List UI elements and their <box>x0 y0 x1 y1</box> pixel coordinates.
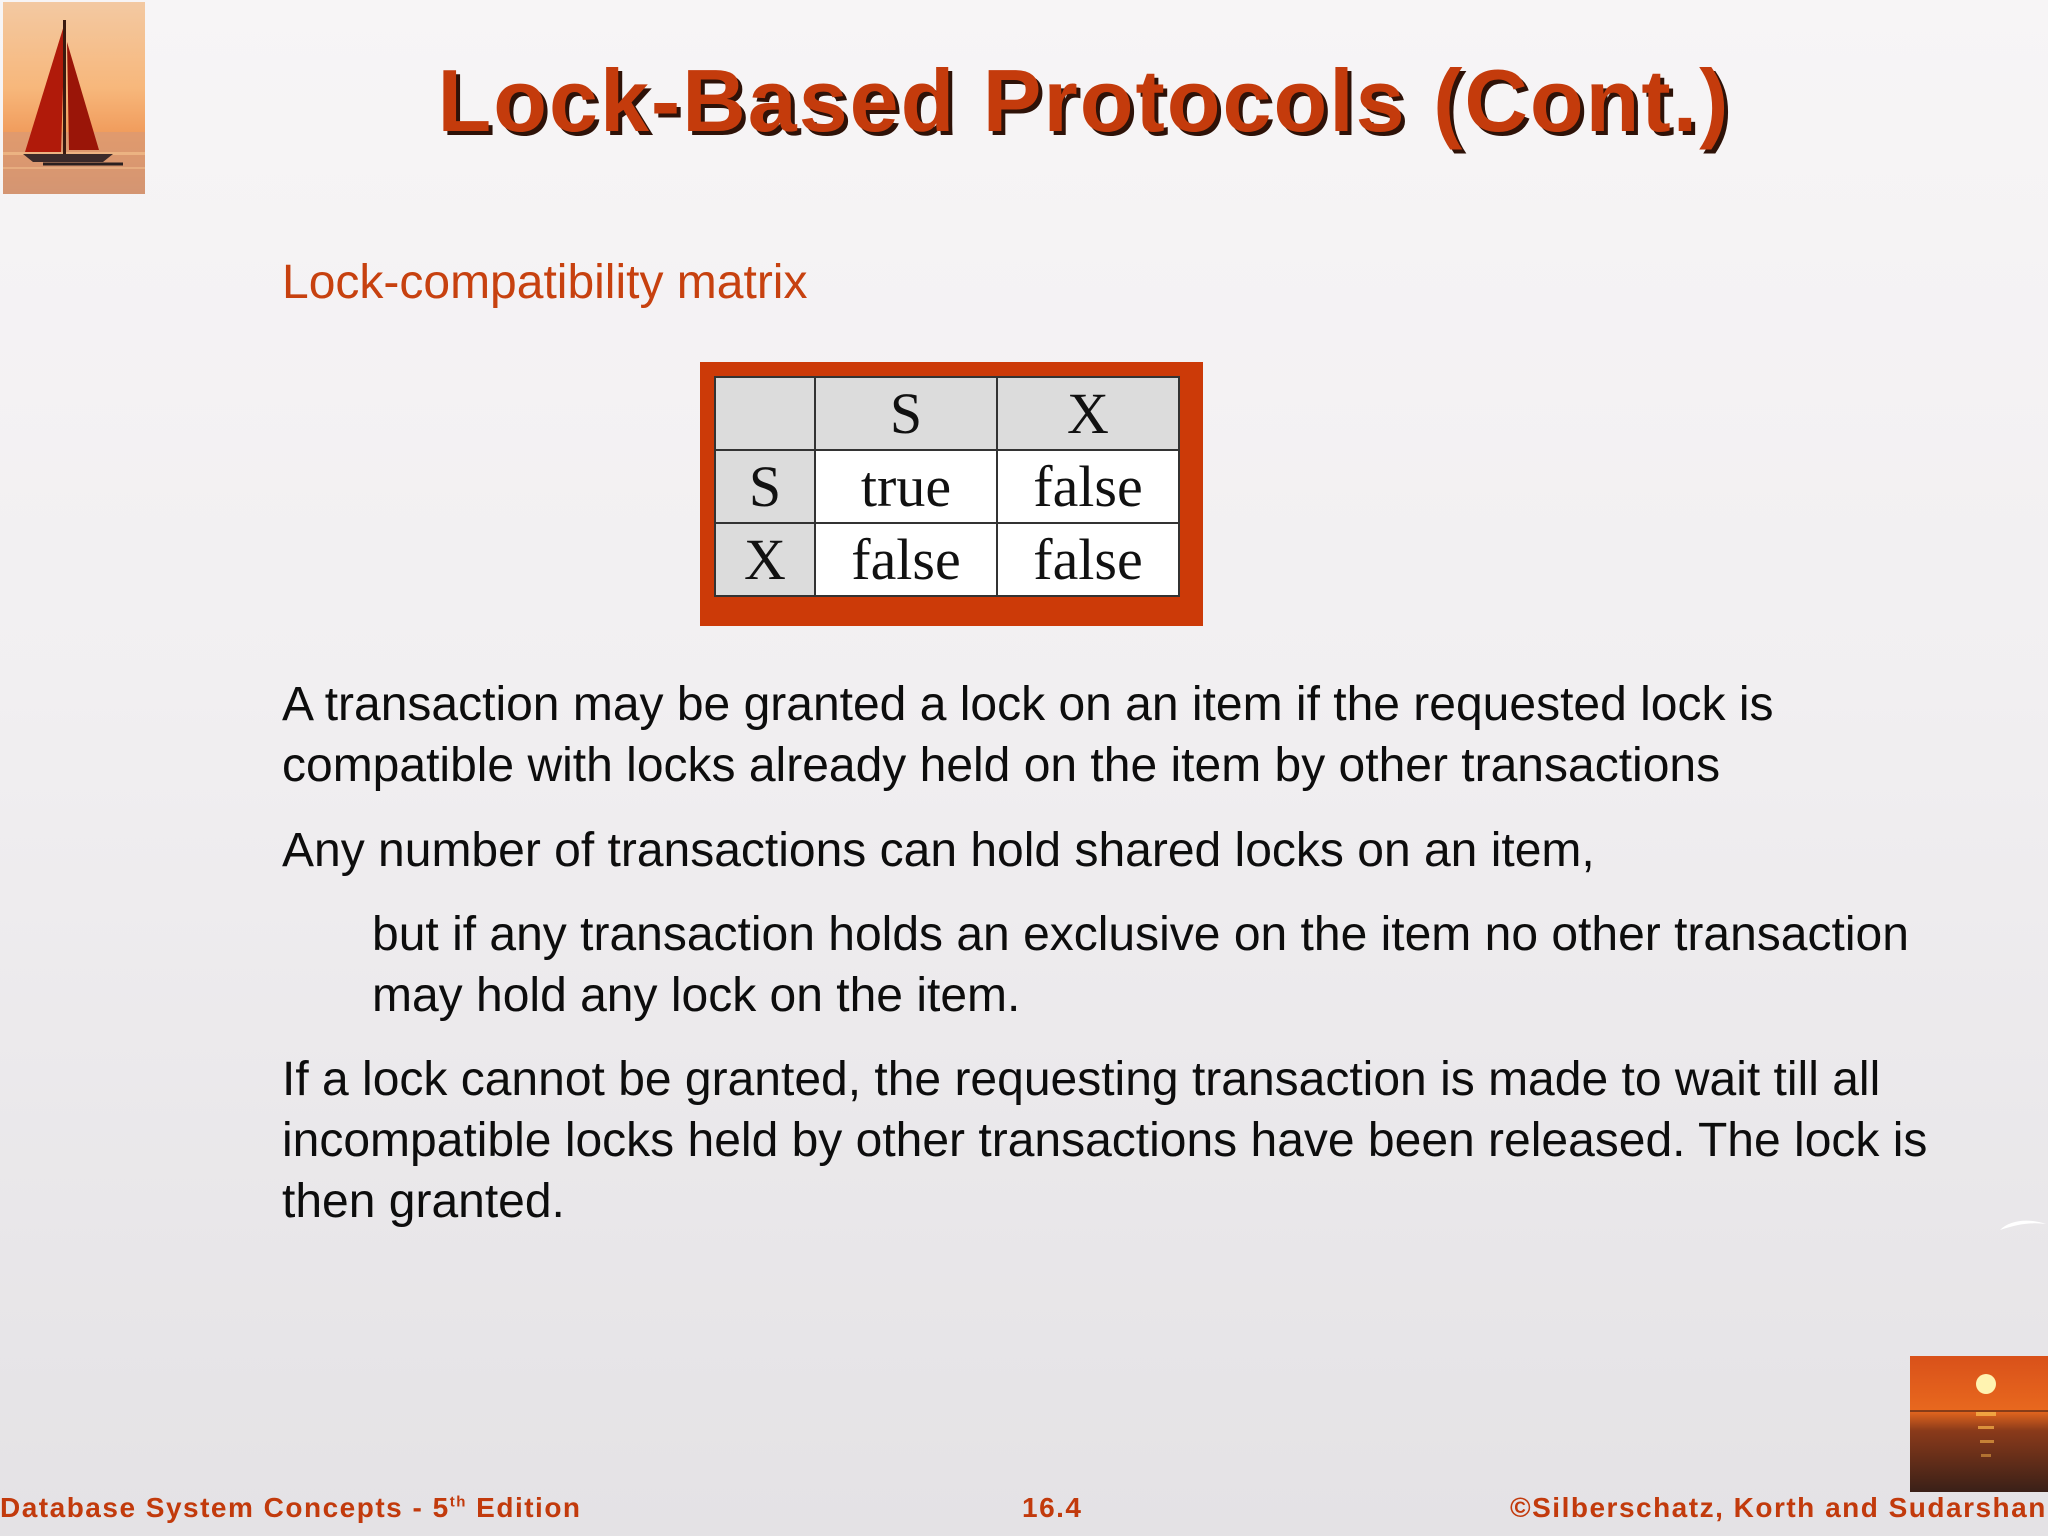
table-header-cell: X <box>997 377 1179 450</box>
bird-icon <box>1998 1216 2048 1232</box>
paragraph-grant-rule: A transaction may be granted a lock on an item if the requested lock is compatible with locks already held on the item by other transactions <box>282 678 1774 792</box>
table-row <box>715 377 1179 450</box>
row-header-cell: X <box>715 523 815 596</box>
sea-sunset-image <box>1910 1356 2048 1492</box>
lock-compatibility-table <box>714 376 1180 597</box>
footer-book-suffix: Edition <box>466 1492 582 1523</box>
footer-page-number: 16.4 <box>1022 1492 1083 1523</box>
row-header-cell: S <box>715 450 815 523</box>
page-title: Lock-Based Protocols (Cont.) <box>437 51 1731 150</box>
sunset-icon <box>1910 1356 2048 1492</box>
footer-book-sup: th <box>449 1493 467 1511</box>
paragraph-exclusive-lock: but if any transaction holds an exclusive on the item no other transaction may hold any lock on the item. <box>372 908 1909 1022</box>
footer-book-prefix: Database System Concepts - 5 <box>0 1492 450 1523</box>
paragraph-shared-locks: Any number of transactions can hold shared locks on an item, <box>282 824 1595 877</box>
matrix-heading: Lock-compatibility matrix <box>282 256 808 309</box>
table-cell: false <box>815 523 997 596</box>
table-row <box>715 523 1179 596</box>
table-row <box>715 450 1179 523</box>
paragraph-wait-rule: If a lock cannot be granted, the requesting transaction is made to wait till all incompatible locks held by other transactions have been released. The lock is then granted. <box>282 1053 1928 1228</box>
table-cell: false <box>997 523 1179 596</box>
table-cell: true <box>815 450 997 523</box>
table-header-cell <box>715 377 815 450</box>
table-header-cell: S <box>815 377 997 450</box>
matrix-frame <box>700 362 1203 626</box>
footer-copyright: ©Silberschatz, Korth and Sudarshan <box>1510 1492 2047 1523</box>
footer-book-title <box>0 1492 582 1524</box>
table-cell: false <box>997 450 1179 523</box>
